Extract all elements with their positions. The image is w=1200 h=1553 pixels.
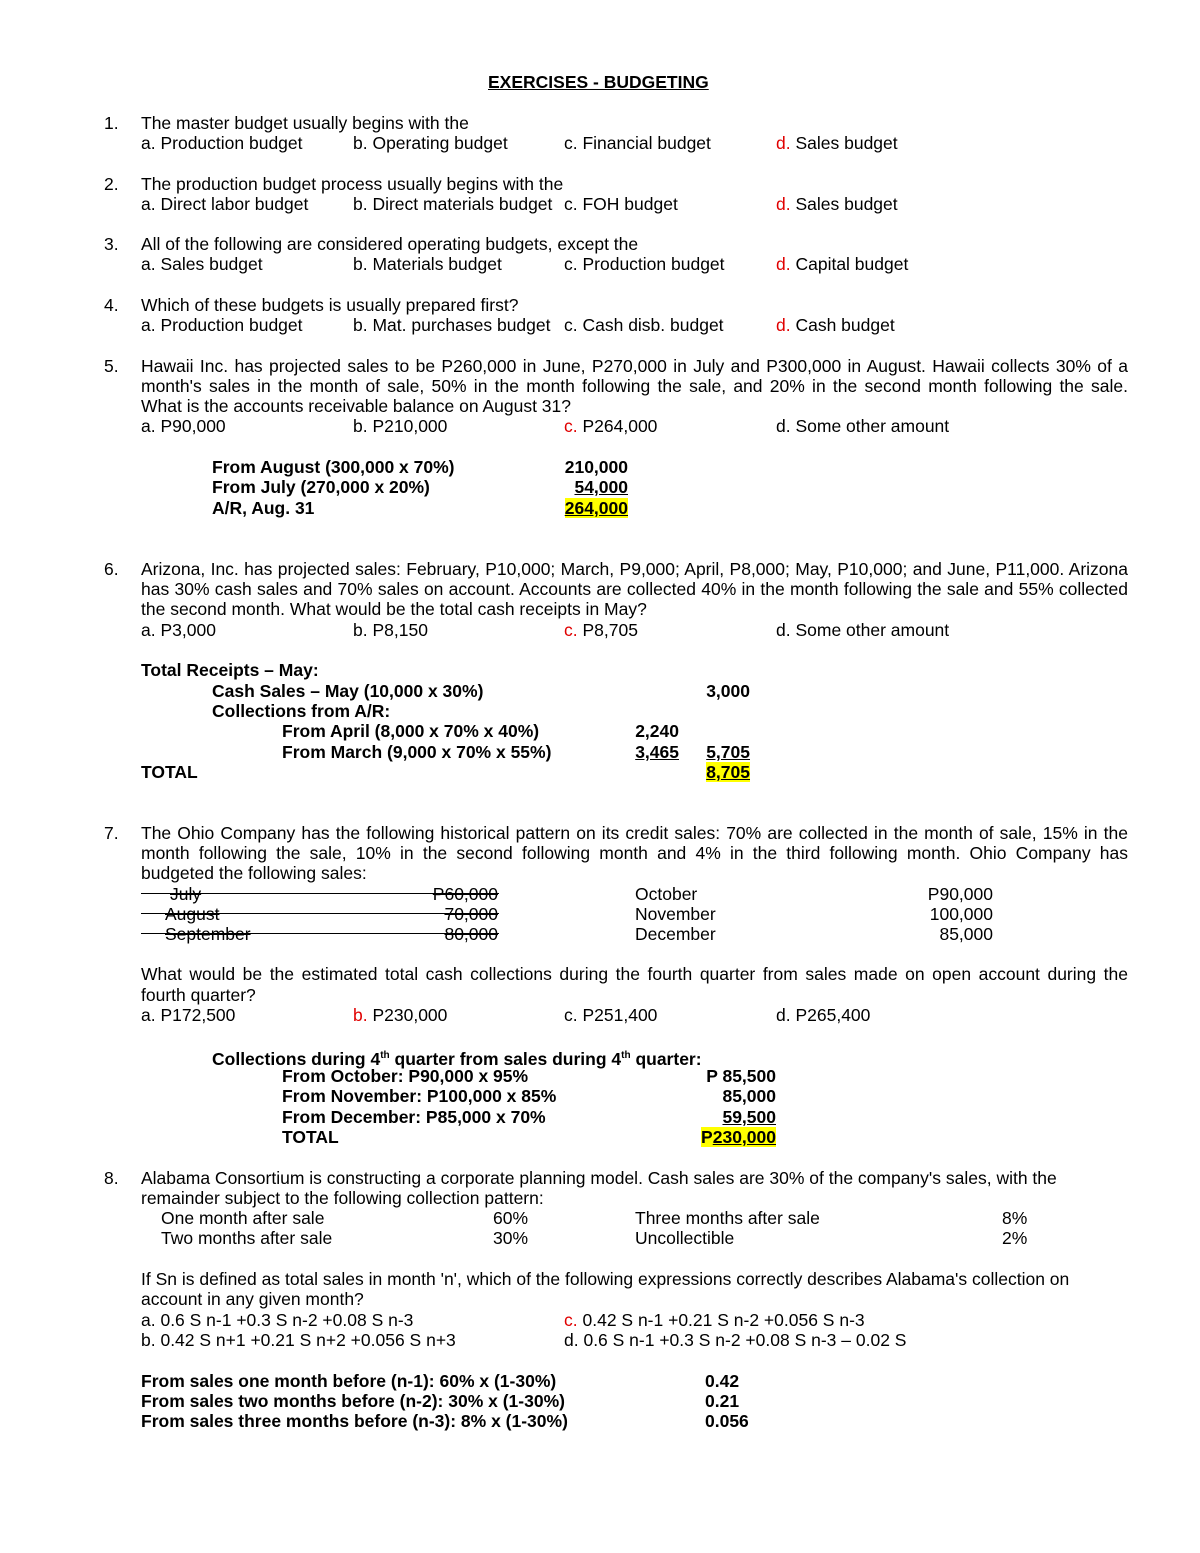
solution-total: 264,000 bbox=[564, 498, 628, 518]
answer-letter: c. bbox=[564, 416, 578, 436]
solution-value: P 85,500 bbox=[706, 1066, 776, 1086]
choice-d: d. 0.6 S n-1 +0.3 S n-2 +0.08 S n-3 – 0.02 S bbox=[564, 1330, 907, 1350]
question-stem: The production budget process usually begins with the bbox=[141, 174, 564, 194]
question-stem-line: What is the accounts receivable balance on August 31? bbox=[141, 396, 571, 416]
pattern-pct: 8% bbox=[1002, 1208, 1028, 1228]
solution-heading: Collections during 4th quarter from sales during 4th quarter: bbox=[212, 1048, 702, 1069]
answer-letter: c. bbox=[564, 620, 578, 640]
choice-c: c. Financial budget bbox=[564, 133, 711, 153]
solution-label: From July (270,000 x 20%) bbox=[212, 477, 430, 497]
choice-a: a. Production budget bbox=[141, 133, 303, 153]
solution-label: From August (300,000 x 70%) bbox=[212, 457, 455, 477]
question-stem: The master budget usually begins with the bbox=[141, 113, 469, 133]
question-stem-line: Hawaii Inc. has projected sales to be P260,000 in June, P270,000 in July and P300,000 in August. Hawaii collects 30% of a bbox=[141, 356, 1128, 376]
question-stem-line: remainder subject to the following collection pattern: bbox=[141, 1188, 544, 1208]
choice-d: d. P265,400 bbox=[776, 1005, 871, 1025]
solution-label: Cash Sales – May (10,000 x 30%) bbox=[212, 681, 484, 701]
sales-month: July bbox=[170, 884, 202, 904]
choice-d bbox=[776, 254, 908, 274]
choice-c: c. FOH budget bbox=[564, 194, 678, 214]
question-stem-line: account in any given month? bbox=[141, 1289, 364, 1309]
solution-label: From sales three months before (n-3): 8% x (1-30%) bbox=[141, 1411, 568, 1431]
solution-label: A/R, Aug. 31 bbox=[212, 498, 315, 518]
question-stem-line: Arizona, Inc. has projected sales: February, P10,000; March, P9,000; April, P8,000; May, P10,000; and June, P11,000. Arizona bbox=[141, 559, 1128, 579]
question-stem-line: fourth quarter? bbox=[141, 985, 256, 1005]
choice-d bbox=[776, 133, 898, 153]
question-stem-line: Alabama Consortium is constructing a corporate planning model. Cash sales are 30% of the company's sales, with the bbox=[141, 1168, 1057, 1188]
choice-text: Sales budget bbox=[790, 133, 898, 153]
answer-letter: d. bbox=[776, 254, 791, 274]
solution-value: 0.056 bbox=[705, 1411, 749, 1431]
solution-label: From March (9,000 x 70% x 55%) bbox=[282, 742, 552, 762]
choice-a: a. 0.6 S n-1 +0.3 S n-2 +0.08 S n-3 bbox=[141, 1310, 414, 1330]
sales-month: October bbox=[635, 884, 698, 904]
solution-label: TOTAL bbox=[141, 762, 198, 782]
solution-total: 230,000 bbox=[712, 1127, 776, 1147]
question-stem-line: the second month. What would be the total cash receipts in May? bbox=[141, 599, 647, 619]
solution-subtotal: 5,705 bbox=[706, 742, 750, 762]
question-number: 7. bbox=[104, 823, 119, 843]
solution-value: 85,000 bbox=[722, 1086, 776, 1106]
sales-amount: 70,000 bbox=[444, 904, 498, 924]
solution-label: From October: P90,000 x 95% bbox=[282, 1066, 529, 1086]
choice-text: Sales budget bbox=[790, 194, 898, 214]
solution-label: From April (8,000 x 70% x 40%) bbox=[282, 721, 540, 741]
choice-d: d. Some other amount bbox=[776, 416, 950, 436]
question-number: 3. bbox=[104, 234, 119, 254]
question-stem: All of the following are considered operating budgets, except the bbox=[141, 234, 639, 254]
solution-value: 210,000 bbox=[564, 457, 628, 477]
pattern-pct: 2% bbox=[1002, 1228, 1028, 1248]
sales-month: August bbox=[165, 904, 220, 924]
choice-a: a. P3,000 bbox=[141, 620, 216, 640]
choice-b: b. P210,000 bbox=[353, 416, 448, 436]
question-number: 6. bbox=[104, 559, 119, 579]
question-stem-line: month following the sale, 10% in the second following month and 4% in the third following month. Ohio Company has bbox=[141, 843, 1128, 863]
question-number: 5. bbox=[104, 356, 119, 376]
question-stem-line: budgeted the following sales: bbox=[141, 863, 367, 883]
pattern-pct: 60% bbox=[493, 1208, 529, 1228]
sales-month: December bbox=[635, 924, 716, 944]
pattern-label: Uncollectible bbox=[635, 1228, 735, 1248]
solution-value: 0.42 bbox=[705, 1371, 740, 1391]
pattern-label: One month after sale bbox=[161, 1208, 325, 1228]
solution-heading: Total Receipts – May: bbox=[141, 660, 319, 680]
choice-d: d. Some other amount bbox=[776, 620, 950, 640]
choice-text: P8,705 bbox=[577, 620, 638, 640]
solution-label: TOTAL bbox=[282, 1127, 339, 1147]
sales-month: November bbox=[635, 904, 716, 924]
choice-d bbox=[776, 315, 895, 335]
choice-d bbox=[776, 194, 898, 214]
choice-c bbox=[564, 1310, 865, 1330]
choice-b: b. Operating budget bbox=[353, 133, 508, 153]
sales-amount: 100,000 bbox=[929, 904, 993, 924]
question-number: 1. bbox=[104, 113, 119, 133]
choice-a: a. P172,500 bbox=[141, 1005, 236, 1025]
question-stem-line: month's sales in the month of sale, 50% in the month following the sale, and 20% in the second month following the sale. bbox=[141, 376, 1128, 396]
answer-letter: c. bbox=[564, 1310, 578, 1330]
page-title: EXERCISES - BUDGETING bbox=[488, 72, 709, 92]
question-stem-line: has 30% cash sales and 70% sales on account. Accounts are collected 40% in the month following the sale and 55% collected bbox=[141, 579, 1128, 599]
sales-amount: 85,000 bbox=[939, 924, 993, 944]
choice-b: b. 0.42 S n+1 +0.21 S n+2 +0.056 S n+3 bbox=[141, 1330, 456, 1350]
solution-value: 59,500 bbox=[722, 1107, 776, 1127]
answer-letter: d. bbox=[776, 315, 791, 335]
answer-letter: d. bbox=[776, 133, 791, 153]
choice-a: a. P90,000 bbox=[141, 416, 226, 436]
pattern-pct: 30% bbox=[493, 1228, 529, 1248]
choice-c: c. Cash disb. budget bbox=[564, 315, 724, 335]
answer-letter: d. bbox=[776, 194, 791, 214]
choice-c: c. Production budget bbox=[564, 254, 725, 274]
choice-text: Capital budget bbox=[790, 254, 909, 274]
question-stem-line: The Ohio Company has the following historical pattern on its credit sales: 70% are collected in the month of sale, 15% in the bbox=[141, 823, 1128, 843]
solution-value: 3,000 bbox=[706, 681, 750, 701]
sales-amount: P90,000 bbox=[927, 884, 993, 904]
pattern-label: Two months after sale bbox=[161, 1228, 333, 1248]
choice-c bbox=[564, 416, 657, 436]
question-stem: Which of these budgets is usually prepared first? bbox=[141, 295, 519, 315]
choice-text: P230,000 bbox=[367, 1005, 448, 1025]
choice-c: c. P251,400 bbox=[564, 1005, 658, 1025]
solution-total-prefix: P bbox=[701, 1127, 713, 1147]
question-number: 4. bbox=[104, 295, 119, 315]
question-number: 2. bbox=[104, 174, 119, 194]
sales-amount: P60,000 bbox=[432, 884, 498, 904]
solution-label: From sales one month before (n-1): 60% x (1-30%) bbox=[141, 1371, 557, 1391]
solution-total: 8,705 bbox=[706, 762, 750, 782]
question-stem-line: What would be the estimated total cash collections during the fourth quarter from sales made on open account during the bbox=[141, 964, 1128, 984]
pattern-label: Three months after sale bbox=[635, 1208, 820, 1228]
choice-b: b. Materials budget bbox=[353, 254, 502, 274]
solution-label: Collections from A/R: bbox=[212, 701, 391, 721]
solution-value: 0.21 bbox=[705, 1391, 740, 1411]
choice-text: Cash budget bbox=[790, 315, 895, 335]
choice-text: 0.42 S n-1 +0.21 S n-2 +0.056 S n-3 bbox=[577, 1310, 865, 1330]
solution-value: 3,465 bbox=[635, 742, 679, 762]
solution-value: 2,240 bbox=[635, 721, 679, 741]
choice-b: b. P8,150 bbox=[353, 620, 428, 640]
sales-month: September bbox=[165, 924, 251, 944]
choice-b bbox=[353, 1005, 447, 1025]
choice-b: b. Direct materials budget bbox=[353, 194, 553, 214]
answer-letter: b. bbox=[353, 1005, 368, 1025]
solution-label: From November: P100,000 x 85% bbox=[282, 1086, 557, 1106]
choice-b: b. Mat. purchases budget bbox=[353, 315, 551, 335]
choice-c bbox=[564, 620, 638, 640]
solution-label: From December: P85,000 x 70% bbox=[282, 1107, 546, 1127]
solution-label: From sales two months before (n-2): 30% x (1-30%) bbox=[141, 1391, 565, 1411]
question-stem-line: If Sn is defined as total sales in month 'n', which of the following expressions correctly describes Alabama's collection on bbox=[141, 1269, 1070, 1289]
solution-value: 54,000 bbox=[574, 477, 628, 497]
choice-a: a. Direct labor budget bbox=[141, 194, 309, 214]
sales-amount: 80,000 bbox=[444, 924, 498, 944]
choice-a: a. Production budget bbox=[141, 315, 303, 335]
choice-text: P264,000 bbox=[577, 416, 658, 436]
question-number: 8. bbox=[104, 1168, 119, 1188]
choice-a: a. Sales budget bbox=[141, 254, 263, 274]
